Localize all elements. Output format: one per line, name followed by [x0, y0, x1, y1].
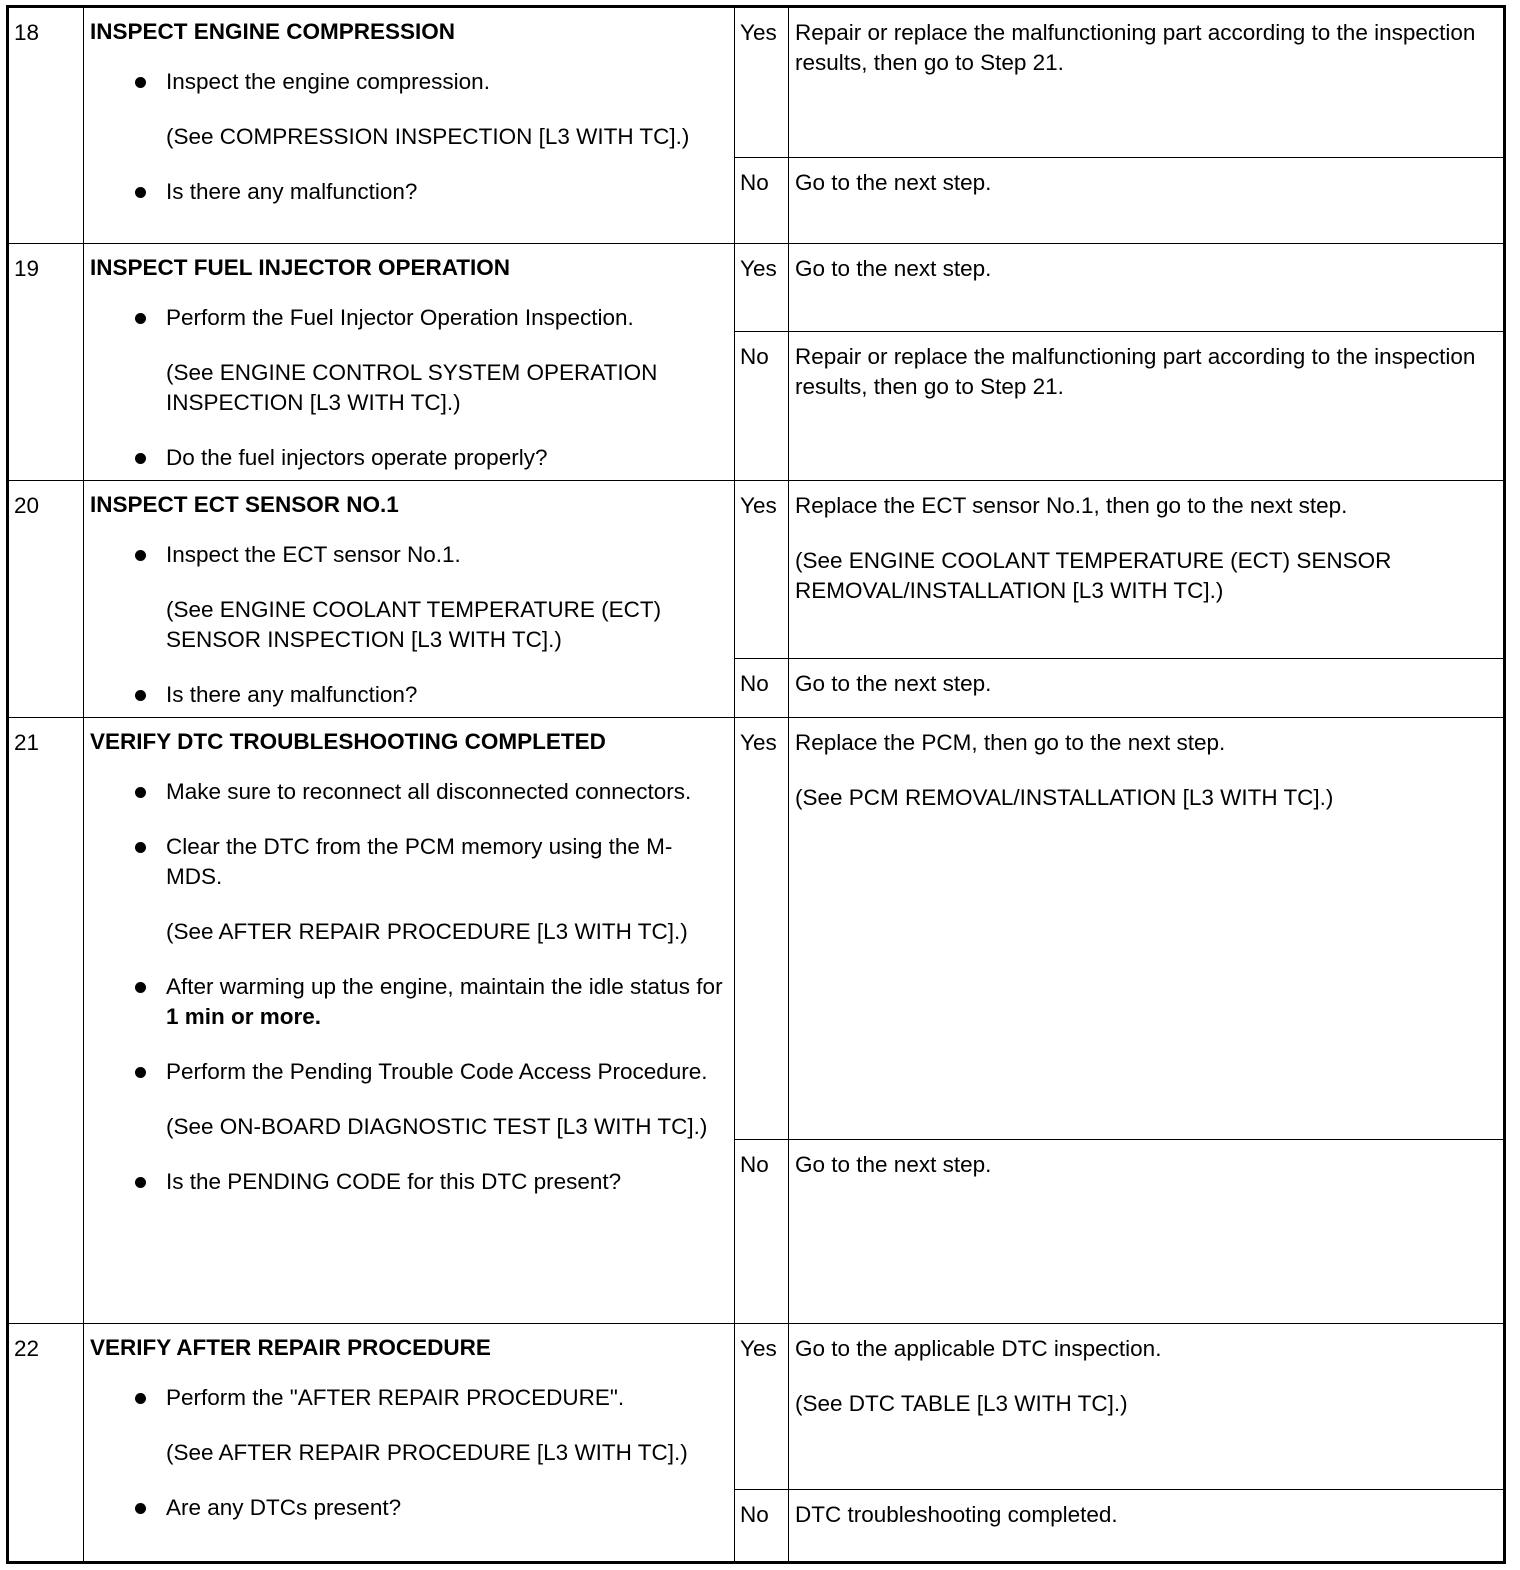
bullet-text: Inspect the ECT sensor No.1. [166, 542, 461, 567]
no-result [789, 1140, 1505, 1324]
bullet-icon [135, 787, 146, 798]
step-action [84, 7, 735, 244]
action-bullet [90, 67, 726, 97]
step-18-yes-row [8, 7, 1505, 158]
bullet-text: Perform the Pending Trouble Code Access Procedure. [166, 1059, 708, 1084]
step-number: 22 [8, 1324, 84, 1563]
bullet-icon [135, 77, 146, 88]
question-bullet [90, 177, 726, 207]
yes-result [789, 244, 1505, 332]
bullet-text: Is the PENDING CODE for this DTC present? [166, 1169, 622, 1194]
reference-text: (See COMPRESSION INSPECTION [L3 WITH TC].) [166, 124, 690, 149]
step-number: 20 [8, 481, 84, 718]
diagnostic-procedure-table [6, 5, 1506, 1564]
bullet-icon [135, 187, 146, 198]
bullet-text: After warming up the engine, maintain the idle status for [166, 974, 723, 999]
bullet-text: Inspect the engine compression. [166, 69, 490, 94]
yes-result [789, 7, 1505, 158]
result-text: Go to the next step. [795, 1152, 992, 1177]
reference-text: (See AFTER REPAIR PROCEDURE [L3 WITH TC].) [166, 1440, 688, 1465]
action-bullet [90, 540, 726, 570]
step-19-yes-row [8, 244, 1505, 332]
yes-result [789, 481, 1505, 659]
step-number: 18 [8, 7, 84, 244]
action-bullet [90, 1057, 726, 1087]
reference-text: (See ENGINE COOLANT TEMPERATURE (ECT) SENSOR INSPECTION [L3 WITH TC].) [166, 597, 662, 652]
action-bullet [90, 777, 726, 807]
step-20-yes-row [8, 481, 1505, 659]
result-text: Go to the next step. [795, 671, 992, 696]
step-21-yes-row [8, 718, 1505, 1140]
no-label: No [735, 158, 789, 244]
bullet-icon [135, 1393, 146, 1404]
bullet-text: Perform the "AFTER REPAIR PROCEDURE". [166, 1385, 625, 1410]
bullet-text: Do the fuel injectors operate properly? [166, 445, 548, 470]
result-reference: (See ENGINE COOLANT TEMPERATURE (ECT) SENSOR REMOVAL/INSTALLATION [L3 WITH TC].) [795, 548, 1392, 603]
no-label: No [735, 659, 789, 718]
step-title: INSPECT ECT SENSOR NO.1 [90, 492, 399, 517]
action-bullet [90, 1383, 726, 1413]
bullet-text: Perform the Fuel Injector Operation Inspection. [166, 305, 634, 330]
yes-label: Yes [735, 7, 789, 158]
action-bullet [90, 832, 726, 892]
result-text: Go to the next step. [795, 170, 992, 195]
result-text: Go to the next step. [795, 256, 992, 281]
result-text: Repair or replace the malfunctioning part according to the inspection results, then go to Step 21. [795, 20, 1476, 75]
step-title: VERIFY DTC TROUBLESHOOTING COMPLETED [90, 729, 606, 754]
step-action [84, 1324, 735, 1563]
reference-text: (See ON-BOARD DIAGNOSTIC TEST [L3 WITH TC].) [166, 1114, 708, 1139]
question-bullet [90, 680, 726, 710]
result-reference: (See PCM REMOVAL/INSTALLATION [L3 WITH TC].) [795, 785, 1334, 810]
reference-text: (See ENGINE CONTROL SYSTEM OPERATION INSPECTION [L3 WITH TC].) [166, 360, 658, 415]
question-bullet [90, 1167, 726, 1197]
yes-label: Yes [735, 481, 789, 659]
no-label: No [735, 1490, 789, 1563]
bullet-icon [135, 1067, 146, 1078]
no-result [789, 1490, 1505, 1563]
result-reference: (See DTC TABLE [L3 WITH TC].) [795, 1391, 1128, 1416]
bullet-text: Is there any malfunction? [166, 179, 418, 204]
result-text: DTC troubleshooting completed. [795, 1502, 1118, 1527]
result-text: Go to the applicable DTC inspection. [795, 1336, 1162, 1361]
bullet-text: Make sure to reconnect all disconnected connectors. [166, 779, 692, 804]
result-text: Repair or replace the malfunctioning part according to the inspection results, then go to Step 21. [795, 344, 1476, 399]
no-label: No [735, 332, 789, 481]
bullet-text: Are any DTCs present? [166, 1495, 402, 1520]
step-title: INSPECT ENGINE COMPRESSION [90, 19, 456, 44]
yes-label: Yes [735, 1324, 789, 1490]
question-bullet [90, 1493, 726, 1523]
yes-result [789, 1324, 1505, 1490]
bullet-emphasis: 1 min or more. [166, 1004, 322, 1029]
no-result [789, 659, 1505, 718]
action-bullet [90, 972, 726, 1032]
yes-label: Yes [735, 718, 789, 1140]
yes-label: Yes [735, 244, 789, 332]
result-text: Replace the PCM, then go to the next step. [795, 730, 1226, 755]
bullet-icon [135, 842, 146, 853]
result-text: Replace the ECT sensor No.1, then go to the next step. [795, 493, 1348, 518]
no-label: No [735, 1140, 789, 1324]
bullet-icon [135, 690, 146, 701]
bullet-icon [135, 453, 146, 464]
no-result [789, 332, 1505, 481]
bullet-icon [135, 1503, 146, 1514]
bullet-icon [135, 313, 146, 324]
step-number: 19 [8, 244, 84, 481]
step-action [84, 481, 735, 718]
step-action [84, 718, 735, 1324]
step-title: INSPECT FUEL INJECTOR OPERATION [90, 255, 511, 280]
reference-text: (See AFTER REPAIR PROCEDURE [L3 WITH TC].) [166, 919, 688, 944]
bullet-icon [135, 982, 146, 993]
yes-result [789, 718, 1505, 1140]
step-number: 21 [8, 718, 84, 1324]
bullet-icon [135, 1177, 146, 1188]
question-bullet [90, 443, 726, 473]
step-title: VERIFY AFTER REPAIR PROCEDURE [90, 1335, 491, 1360]
bullet-icon [135, 550, 146, 561]
bullet-text: Clear the DTC from the PCM memory using the M-MDS. [166, 834, 673, 889]
step-22-yes-row [8, 1324, 1505, 1490]
action-bullet [90, 303, 726, 333]
no-result [789, 158, 1505, 244]
bullet-text: Is there any malfunction? [166, 682, 418, 707]
step-action [84, 244, 735, 481]
